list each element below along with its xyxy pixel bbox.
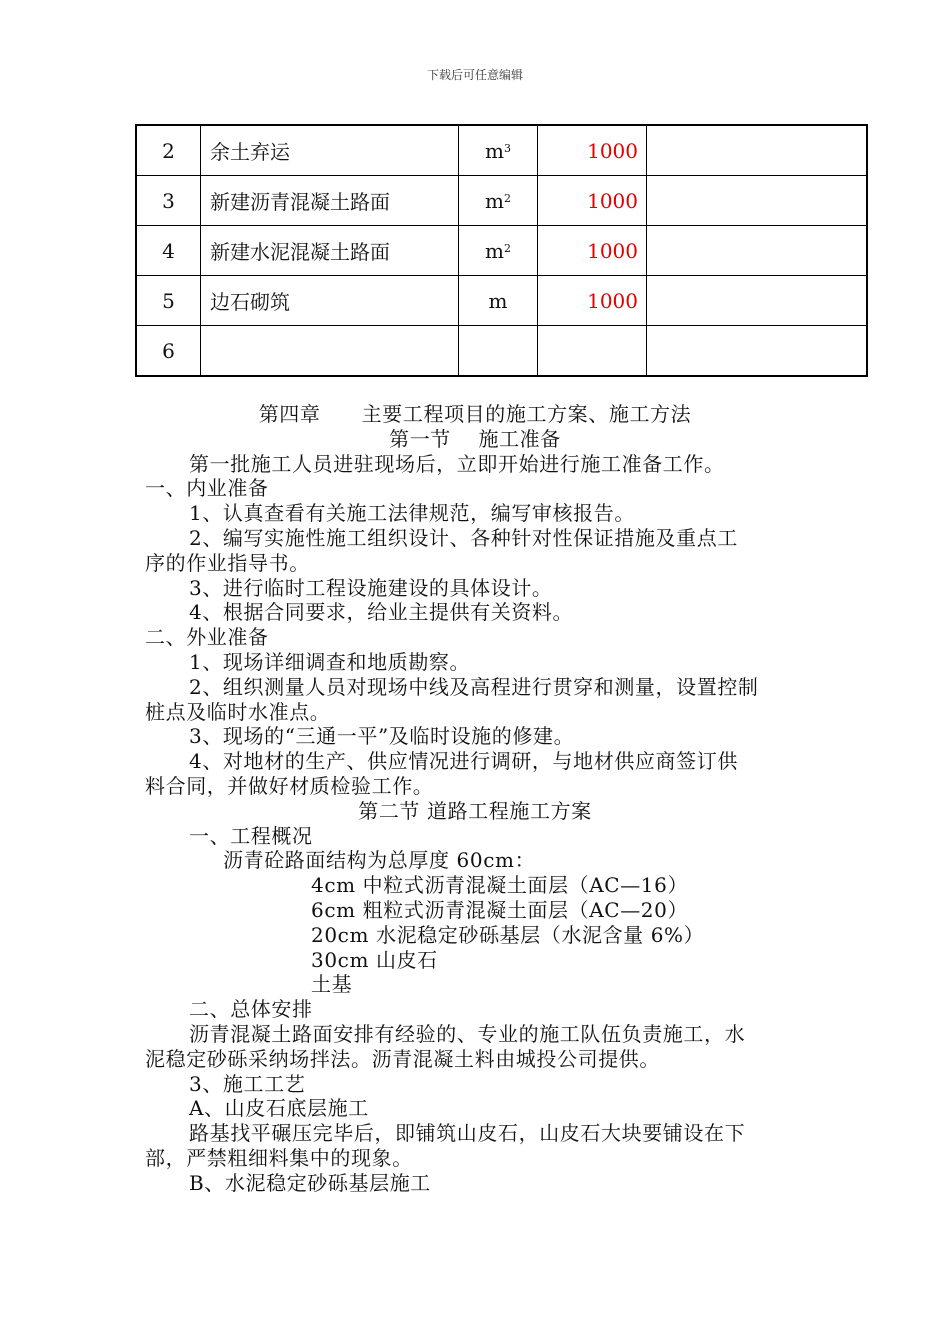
quantity: 1000: [538, 125, 647, 176]
item-name: 新建沥青混凝土路面: [201, 176, 459, 226]
subheading: A、山皮石底层施工: [189, 1096, 369, 1121]
item-name: 余土弃运: [201, 125, 459, 176]
heading: 一、内业准备: [145, 476, 269, 501]
quantity: 1000: [538, 226, 647, 276]
unit-superscript: 3: [503, 141, 511, 155]
unit-cell: [459, 276, 538, 326]
item-name: 新建水泥混凝土路面: [201, 226, 459, 276]
list-item: 3、进行临时工程设施建设的具体设计。: [189, 575, 553, 600]
quantity: [538, 326, 647, 377]
section-title: 第二节 道路工程施工方案: [358, 798, 592, 823]
heading: 二、总体安排: [189, 997, 313, 1022]
note-cell: [647, 276, 868, 326]
chapter-title: 第四章 主要工程项目的施工方案、施工方法: [258, 402, 692, 426]
unit-cell: [459, 125, 538, 176]
unit: m: [488, 288, 508, 313]
row-number: 5: [136, 276, 201, 326]
row-number: 2: [136, 125, 201, 176]
unit-cell: [459, 226, 538, 276]
paragraph-continued: 部，严禁粗细料集中的现象。: [145, 1145, 413, 1170]
structure-layer: 30cm 山皮石: [311, 947, 438, 972]
row-number: 3: [136, 176, 201, 226]
header-note: 下载后可任意编辑: [426, 68, 523, 82]
quantity: 1000: [538, 176, 647, 226]
row-number: 6: [136, 326, 201, 377]
list-item-continued: 序的作业指导书。: [145, 550, 310, 575]
list-item: 1、现场详细调查和地质勘察。: [189, 649, 471, 674]
list-item: 1、认真查看有关施工法律规范，编写审核报告。: [189, 501, 635, 526]
table-row: [136, 176, 867, 226]
quantity-table: [135, 124, 868, 377]
unit-superscript: 2: [503, 241, 511, 255]
item-name: [201, 326, 459, 377]
heading: 二、外业准备: [145, 625, 269, 650]
row-number: 4: [136, 226, 201, 276]
subheading: B、水泥稳定砂砾基层施工: [189, 1170, 431, 1195]
table-row: [136, 276, 867, 326]
unit-cell: [459, 326, 538, 377]
paragraph: 沥青混凝土路面安排有经验的、专业的施工队伍负责施工，水: [189, 1021, 746, 1046]
paragraph: 第一批施工人员进驻现场后，立即开始进行施工准备工作。: [189, 451, 725, 476]
paragraph-continued: 泥稳定砂砾采纳场拌法。沥青混凝土料由城投公司提供。: [145, 1046, 660, 1071]
paragraph: 路基找平碾压完毕后，即铺筑山皮石，山皮石大块要铺设在下: [189, 1121, 746, 1146]
table-row: [136, 226, 867, 276]
list-item: 4、对地材的生产、供应情况进行调研，与地材供应商签订供: [189, 749, 738, 774]
table-row: [136, 326, 867, 377]
list-item: 4、根据合同要求，给业主提供有关资料。: [189, 600, 574, 625]
note-cell: [647, 125, 868, 176]
unit: m: [485, 188, 504, 213]
document-body: [145, 402, 815, 1196]
section-title: 第一节 施工准备: [389, 426, 561, 451]
list-item-continued: 料合同，并做好材质检验工作。: [145, 773, 434, 798]
note-cell: [647, 176, 868, 226]
unit-cell: [459, 176, 538, 226]
structure-layer: 6cm 粗粒式沥青混凝土面层（AC—20）: [311, 897, 689, 922]
quantity: 1000: [538, 276, 647, 326]
note-cell: [647, 226, 868, 276]
paragraph: 沥青砼路面结构为总厚度 60cm：: [223, 848, 536, 873]
unit: m: [485, 138, 504, 163]
structure-layer: 土基: [311, 972, 353, 997]
list-item: 3、现场的“三通一平”及临时设施的修建。: [189, 724, 575, 749]
item-name: 边石砌筑: [201, 276, 459, 326]
structure-layer: 4cm 中粒式沥青混凝土面层（AC—16）: [311, 873, 689, 898]
note-cell: [647, 326, 868, 377]
list-item: 2、编写实施性施工组织设计、各种针对性保证措施及重点工: [189, 525, 738, 550]
table-row: [136, 125, 867, 176]
structure-layer: 20cm 水泥稳定砂砾基层（水泥含量 6%）: [311, 922, 705, 947]
unit-superscript: 2: [503, 191, 511, 205]
list-item-continued: 桩点及临时水准点。: [145, 699, 331, 724]
list-item: 2、组织测量人员对现场中线及高程进行贯穿和测量，设置控制: [189, 674, 759, 699]
heading: 3、施工工艺: [189, 1071, 306, 1096]
heading: 一、工程概况: [189, 823, 313, 848]
unit: m: [485, 238, 504, 263]
